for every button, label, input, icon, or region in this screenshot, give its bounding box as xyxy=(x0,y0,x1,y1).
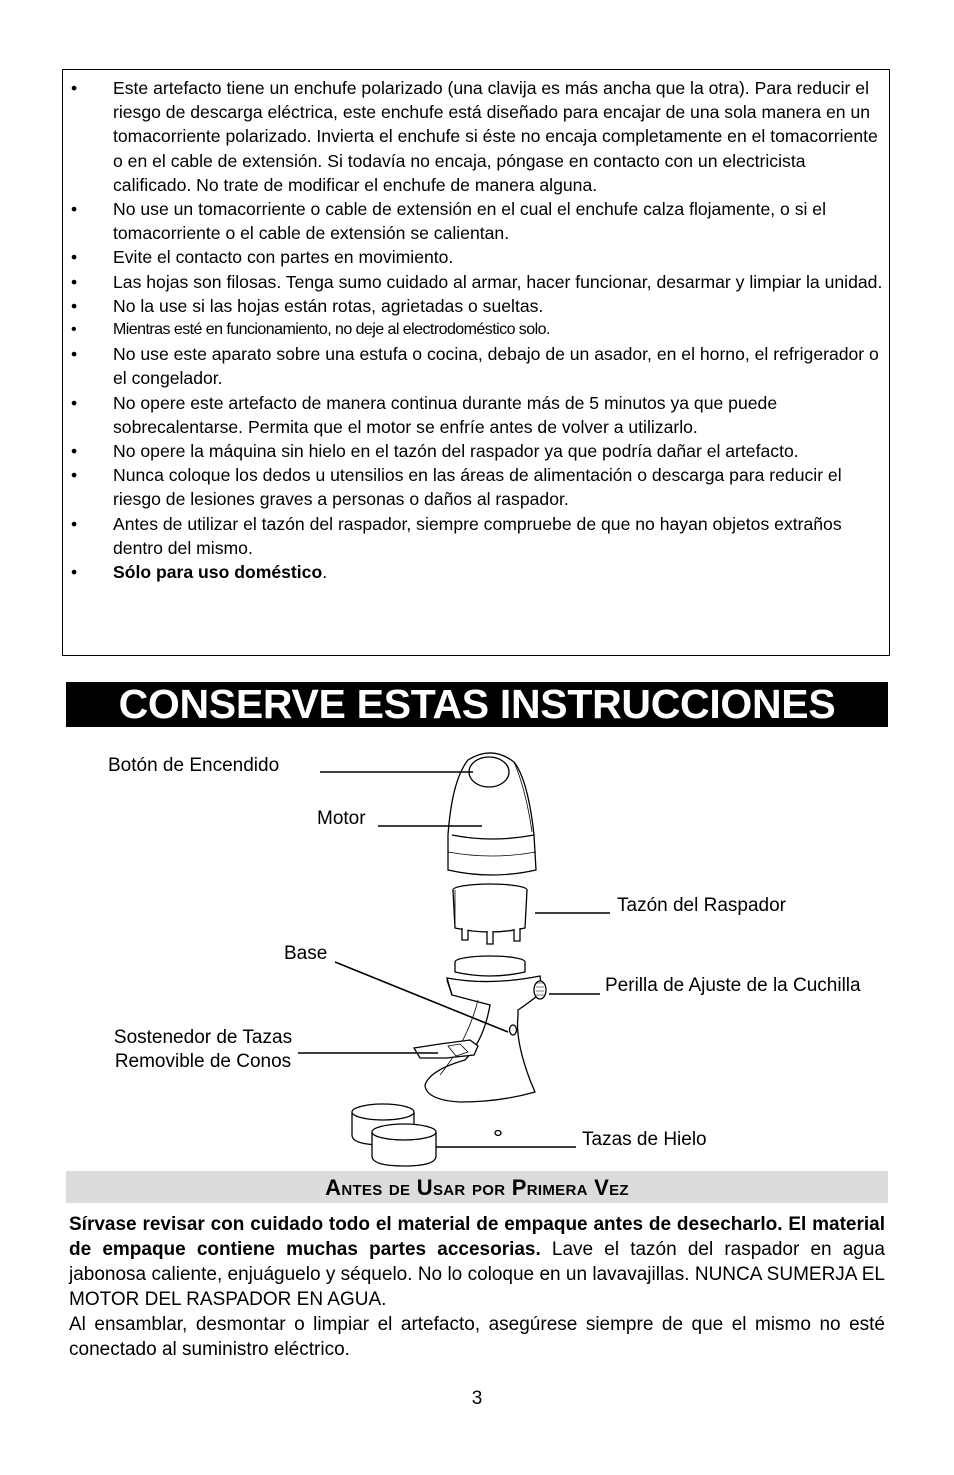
instruction-paragraph: Al ensamblar, desmontar o limpiar el artefacto, asegúrese siempre de que el mismo no esté conectado al suministro eléctrico. xyxy=(69,1314,885,1360)
warning-text: Nunca coloque los dedos u utensilios en las áreas de alimentación o descarga para reducir el riesgo de lesiones graves a personas o daños al raspador. xyxy=(113,465,842,510)
label-ice-cups: Tazas de Hielo xyxy=(582,1129,707,1150)
bullet-point: • xyxy=(71,465,78,486)
warning-text: No use este aparato sobre una estufa o cocina, debajo de un asador, en el horno, el refrigerador o el congelador. xyxy=(113,344,879,389)
warning-item xyxy=(63,197,889,245)
bullet-point: • xyxy=(71,321,77,339)
household-use-bold: Sólo para uso doméstico xyxy=(113,562,323,583)
label-blade-knob: Perilla de Ajuste de la Cuchilla xyxy=(605,975,861,996)
shaver-bowl-illustration xyxy=(453,884,527,944)
warning-item xyxy=(63,245,889,269)
warning-text: No use un tomacorriente o cable de extensión en el cual el enchufe calza flojamente, o si el tomacorriente o el cable de extensión se calientan. xyxy=(113,199,826,244)
base-illustration xyxy=(425,956,546,1102)
safety-warnings-box xyxy=(62,69,890,656)
page-number: 3 xyxy=(471,1388,483,1409)
parts-diagram-illustration xyxy=(0,740,954,1170)
ice-cups-illustration xyxy=(352,1104,436,1166)
bullet-point: • xyxy=(71,392,78,413)
parts-diagram xyxy=(0,740,954,1170)
power-button-shape xyxy=(469,757,509,787)
instruction-paragraph xyxy=(69,1212,885,1312)
instruction-text: Lave el tazón del raspador en agua jabonosa caliente, enjuáguelo y séquelo. No lo coloque en un lavavajillas. NUNCA SUMERJA EL MOTOR DEL RASPADOR EN AGUA. xyxy=(69,1239,885,1310)
blade-knob-shape xyxy=(534,981,546,999)
warning-item xyxy=(63,439,889,463)
bullet-point: • xyxy=(71,247,78,268)
before-use-instructions xyxy=(69,1212,885,1362)
label-cup-holder xyxy=(100,1026,306,1074)
warning-text: No la use si las hojas están rotas, agrietadas o sueltas. xyxy=(113,295,544,316)
section-heading-before-first-use: Antes de Usar por Primera Vez xyxy=(66,1171,888,1203)
warning-item-household-use xyxy=(63,560,889,584)
warning-item xyxy=(63,391,889,439)
warning-item xyxy=(63,342,889,390)
warning-item xyxy=(63,294,889,318)
bullet-point: • xyxy=(71,562,78,583)
label-base: Base xyxy=(284,943,328,964)
household-use-tail: . xyxy=(322,562,328,583)
warning-text: Evite el contacto con partes en movimiento. xyxy=(113,247,454,268)
warning-item xyxy=(63,76,889,197)
warning-text: No opere este artefacto de manera continua durante más de 5 minutos ya que puede sobrecalentarse. Permita que el motor se enfríe antes de volver a utilizarlo. xyxy=(113,392,778,437)
bullet-point: • xyxy=(71,513,78,534)
warning-text: Este artefacto tiene un enchufe polarizado (una clavija es más ancha que la otra). Para reducir el riesgo de descarga eléctrica, este enchufe está diseñado para encajar de una sola manera en un tomacorriente polarizado. Invierta el enchufe si éste no encaja completamente en el tomacorriente o en el cable de extensión. Si todavía no encaja, póngase en contacto con un electricista calificado. No trate de modificar el enchufe de manera alguna. xyxy=(113,78,878,195)
warning-text: Mientras esté en funcionamiento, no deje al electrodoméstico solo. xyxy=(113,321,550,339)
warning-item xyxy=(63,270,889,294)
label-motor: Motor xyxy=(317,808,366,829)
warning-item xyxy=(63,318,889,342)
label-power-button: Botón de Encendido xyxy=(108,755,280,776)
bullet-point: • xyxy=(71,271,78,292)
warning-text: Las hojas son filosas. Tenga sumo cuidado al armar, hacer funcionar, desarmar y limpiar la unidad. xyxy=(113,271,883,292)
save-instructions-banner: CONSERVE ESTAS INSTRUCCIONES xyxy=(66,682,888,727)
warning-text: Antes de utilizar el tazón del raspador, siempre compruebe de que no hayan objetos extraños dentro del mismo. xyxy=(113,513,842,558)
warning-item xyxy=(63,463,889,511)
label-cup-holder-line2: Removible de Conos xyxy=(114,1051,292,1072)
bullet-point: • xyxy=(71,78,78,98)
safety-warnings-list xyxy=(63,76,889,584)
cup-holder-illustration xyxy=(414,1040,478,1058)
instruction-bold-text: Sírvase revisar con cuidado todo el material de empaque antes de desecharlo. El material de empaque contiene muchas partes accesorias. xyxy=(69,1214,885,1260)
warning-item xyxy=(63,512,889,560)
label-cup-holder-line1: Sostenedor de Tazas xyxy=(113,1027,293,1048)
bullet-point: • xyxy=(71,295,78,316)
warning-text: No opere la máquina sin hielo en el tazón del raspador ya que podría dañar el artefacto. xyxy=(113,441,799,462)
bullet-point: • xyxy=(71,441,78,462)
bullet-point: • xyxy=(71,344,78,365)
label-shaver-bowl: Tazón del Raspador xyxy=(617,895,786,916)
bullet-point: • xyxy=(71,199,78,220)
